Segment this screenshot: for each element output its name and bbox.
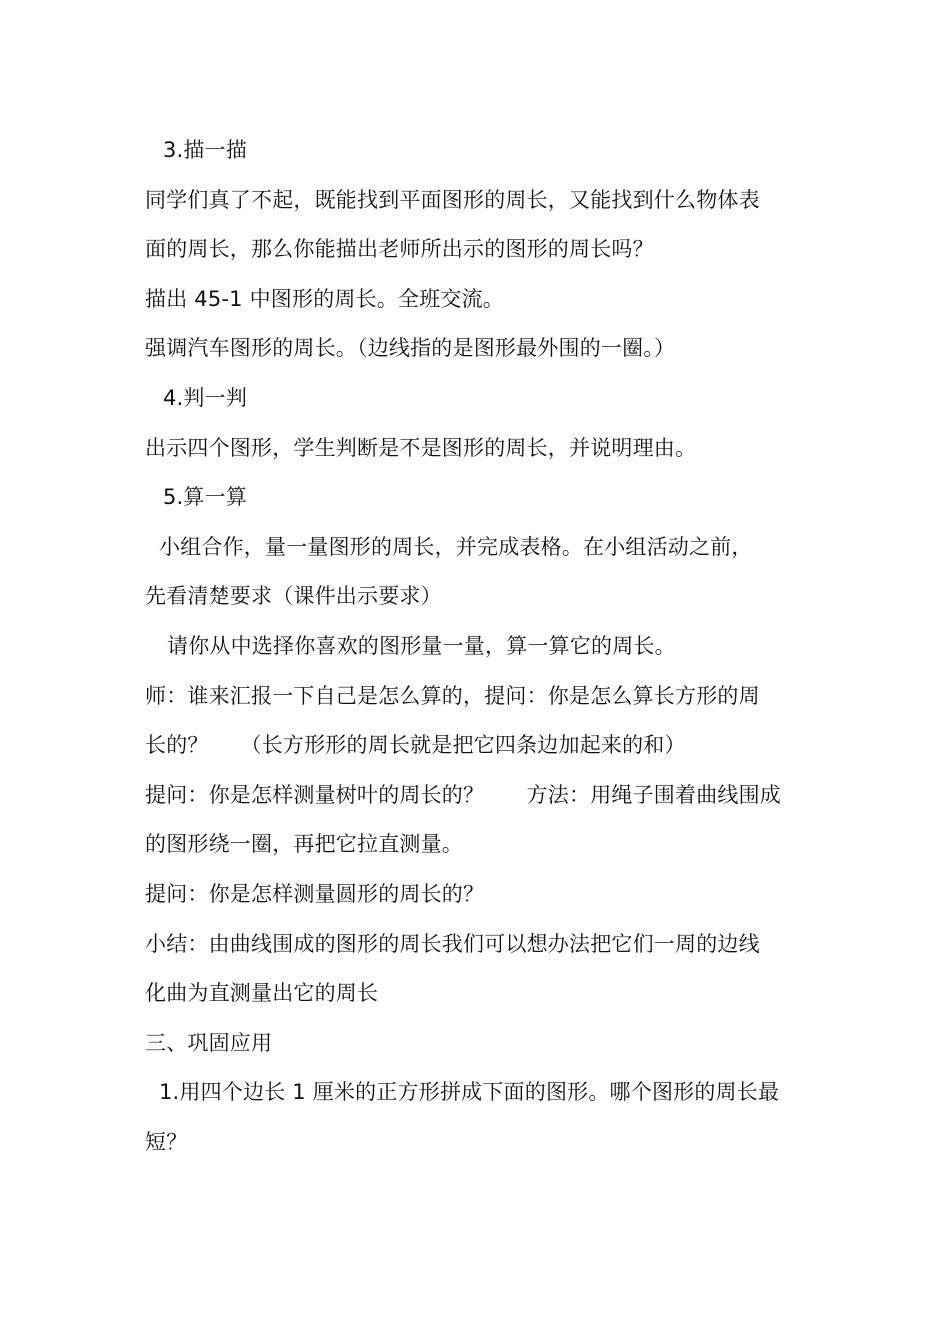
paragraph-line: 出示四个图形，学生判断是不是图形的周长，并说明理由。 [145,435,697,460]
paragraph-line: 的图形绕一圈，再把它拉直测量。 [145,832,463,857]
heading-trace: 3.描一描 [163,138,248,162]
paragraph-line: 面的周长，那么你能描出老师所出示的图形的周长吗？ [145,237,654,262]
document-body [145,126,825,1167]
paragraph-line: 长的？ （长方形形的周长就是把它四条边加起来的和） [145,733,686,758]
paragraph-line: 1.用四个边长 1 厘米的正方形拼成下面的图形。哪个图形的周长最 [159,1080,780,1105]
paragraph-line: 小结：由曲线围成的图形的周长我们可以想办法把它们一周的边线 [145,931,760,956]
paragraph-line: 提问：你是怎样测量圆形的周长的？ [145,881,485,906]
paragraph-line: 师：谁来汇报一下自己是怎么算的，提问：你是怎么算长方形的周 [145,683,760,708]
paragraph-line: 提问：你是怎样测量树叶的周长的？ 方法：用绳子围着曲线围成 [145,782,781,807]
paragraph-line: 描出 45-1 中图形的周长。全班交流。 [145,286,505,311]
heading-judge: 4.判一判 [163,385,248,410]
paragraph-line: 请你从中选择你喜欢的图形量一量，算一算它的周长。 [167,633,676,658]
paragraph-line: 强调汽车图形的周长。（边线指的是图形最外围的一圈。） [145,336,676,361]
paragraph-line: 先看清楚要求（课件出示要求） [145,584,442,609]
heading-calculate: 5.算一算 [163,485,248,510]
paragraph-line: 短？ [145,1129,188,1154]
section-heading-consolidate: 三、巩固应用 [145,1030,273,1055]
paragraph-line: 同学们真了不起，既能找到平面图形的周长，又能找到什么物体表 [145,187,760,212]
paragraph-line: 小组合作，量一量图形的周长，并完成表格。在小组活动之前， [159,534,753,559]
paragraph-line: 化曲为直测量出它的周长 [145,981,379,1006]
